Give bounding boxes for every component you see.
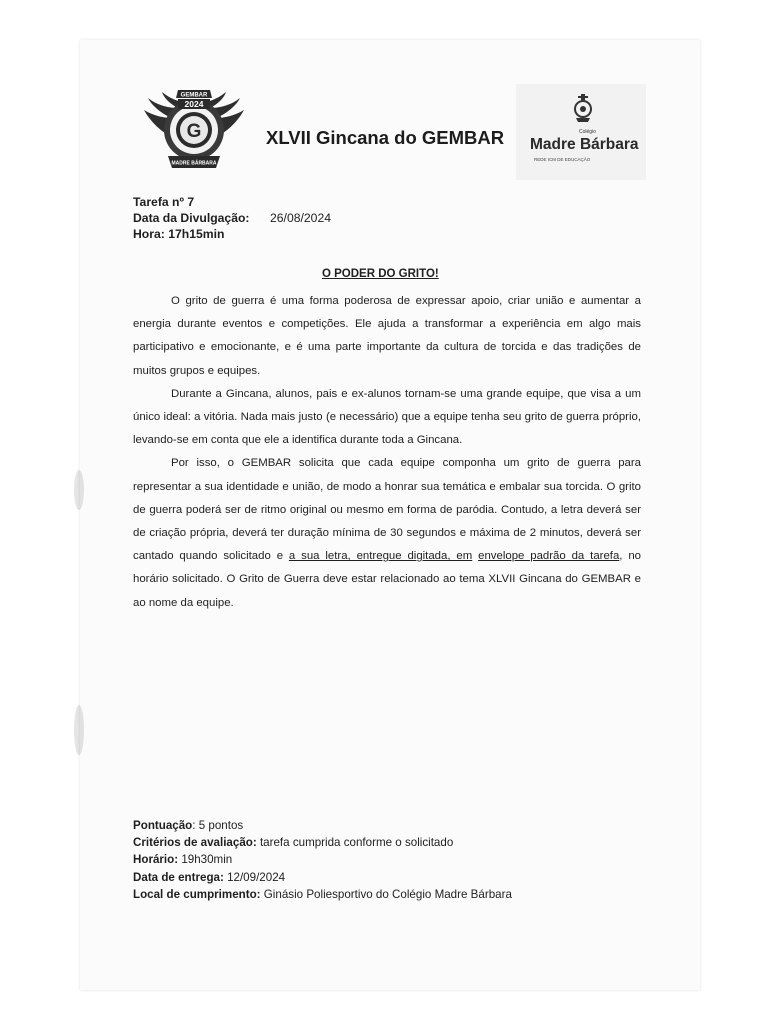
criteria-row: Critérios de avaliação: tarefa cumprida conforme o solicitado — [133, 836, 454, 850]
underlined-instruction: a sua letra, entregue digitada, em — [288, 550, 473, 563]
logo-top-text: GEMBAR — [180, 92, 208, 99]
publication-date — [133, 211, 331, 225]
school-logo — [516, 84, 646, 180]
page-edge-shadow — [74, 705, 84, 755]
school-crest-icon — [572, 94, 594, 122]
page-title: XLVII Gincana do GEMBAR — [266, 127, 505, 148]
gembar-logo — [140, 80, 248, 176]
publication-date-label: Data da Divulgação: — [133, 211, 250, 225]
paragraph-2: Durante a Gincana, alunos, pais e ex-alunos tornam-se uma grande equipe, que visa a um único ideal: a vitória. Nada mais justo (e necessário) que a equipe tenha seu grito de guerra próprio, levando-se em conta que ele a identifica durante toda a Gincana. — [133, 387, 641, 447]
school-label-small: Colégio — [579, 129, 596, 135]
school-tagline: REDE ICM DE EDUCAÇÃO — [534, 157, 591, 162]
logo-letter: G — [186, 121, 202, 142]
logo-bottom-text: MADRE BÁRBARA — [171, 160, 217, 167]
place-row: Local de cumprimento: Ginásio Poliesportivo do Colégio Madre Bárbara — [133, 887, 512, 901]
paragraph-1: O grito de guerra é uma forma poderosa de expressar apoio, criar união e aumentar a energia durante eventos e competições. Ele ajuda a transformar a experiência em algo mais participativo e emocionante, e é uma parte importante da cultura de torcida e das tradições de muitos grupos e equipes. — [133, 295, 641, 377]
task-description — [133, 290, 641, 615]
school-name: Madre Bárbara — [530, 136, 639, 153]
schedule-row: Horário: 19h30min — [133, 853, 233, 867]
logo-year-text: 2024 — [184, 99, 204, 109]
publication-time: Hora: 17h15min — [133, 227, 225, 241]
task-number: Tarefa nº 7 — [133, 195, 195, 209]
score-row: Pontuação: 5 pontos — [133, 819, 244, 832]
task-title: O PODER DO GRITO! — [322, 268, 439, 280]
page-edge-shadow — [74, 470, 84, 510]
underlined-envelope: envelope padrão da tarefa — [478, 550, 620, 563]
publication-date-value: 26/08/2024 — [270, 211, 331, 225]
paragraph-3: Por isso, o GEMBAR solicita que cada equipe componha um grito de guerra para representar a sua identidade e união, de modo a honrar sua temática e embalar sua torcida. O grito de guerra poderá ser de ritmo original ou mesmo em forma de paródia. Contudo, a letra deverá ser de criação própria, deverá ter duração mínima de 30 segundos e máxima de 2 minutos, deverá ser cantado quando solicitado e a sua letra, entregue digitada, em envelope padrão da tarefa, no horário solicitado. O Grito de Guerra deve estar relacionado ao tema XLVII Gincana do GEMBAR e ao nome da equipe. — [133, 457, 642, 609]
delivery-row: Data de entrega: 12/09/2024 — [133, 870, 286, 884]
task-footer — [133, 817, 512, 903]
